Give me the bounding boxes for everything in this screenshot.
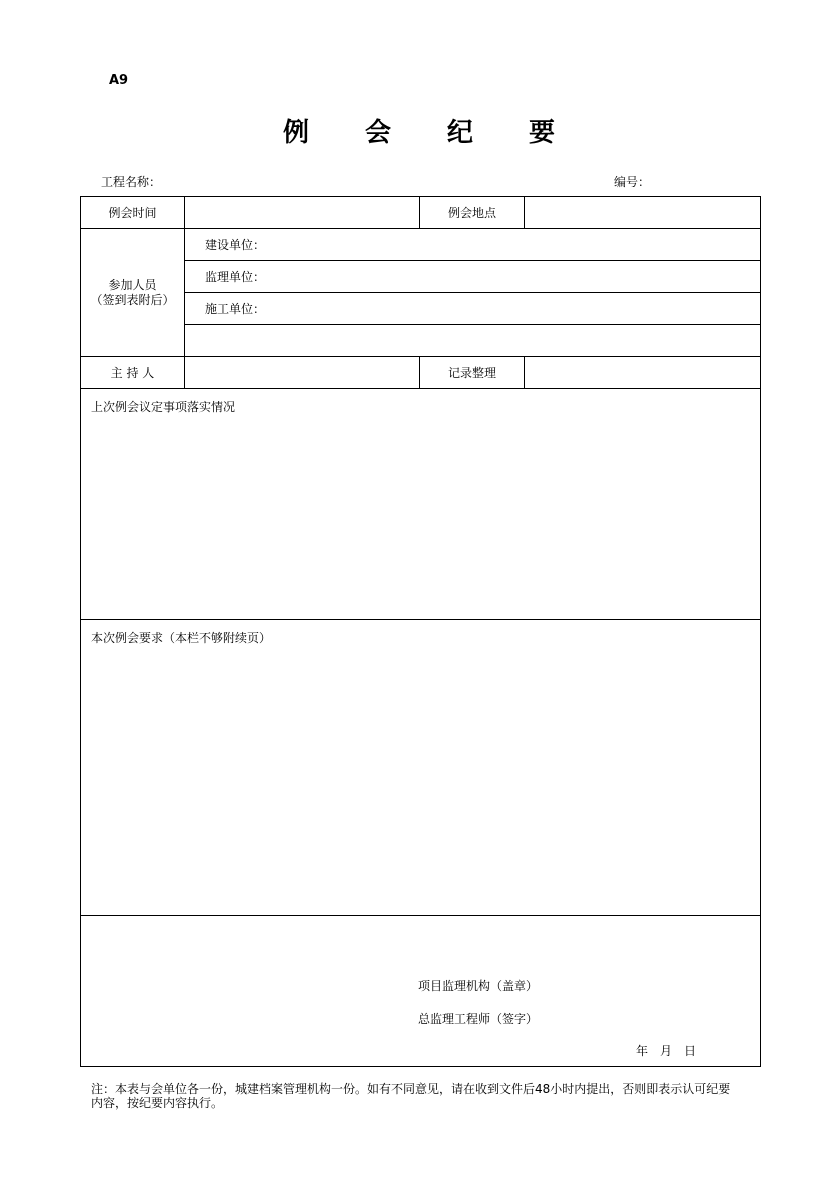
previous-items-label: 上次例会议定事项落实情况 (91, 400, 236, 414)
signature-row (81, 916, 761, 1067)
attendees-sublabel: （签到表附后） (90, 292, 175, 307)
number-label: 编号： (614, 175, 651, 189)
current-requirements-row (81, 620, 761, 916)
contractor-unit-field[interactable] (185, 293, 761, 325)
construction-unit-row (81, 229, 761, 261)
footnote: 注：本表与会单位各一份，城建档案管理机构一份。如有不同意见，请在收到文件后48小时内提出，否则即表示认可纪要内容，按纪要内容执行。 (91, 1082, 731, 1110)
seal-label: 项目监理机构（盖章） (418, 979, 539, 993)
attendees-label-cell (81, 229, 185, 357)
current-requirements-label: 本次例会要求（本栏不够附续页） (91, 631, 272, 645)
previous-items-row (81, 389, 761, 620)
current-requirements-field[interactable] (81, 620, 761, 916)
chief-engineer-label: 总监理工程师（签字） (418, 1012, 539, 1026)
supervision-unit-field[interactable] (185, 261, 761, 293)
meeting-time-row (81, 197, 761, 229)
host-label: 主 持 人 (81, 357, 185, 389)
meeting-place-field[interactable] (525, 197, 761, 229)
extra-attendee-field[interactable] (185, 325, 761, 357)
recorder-label: 记录整理 (420, 357, 525, 389)
supervision-unit-label: 监理单位： (205, 270, 266, 284)
meeting-time-field[interactable] (185, 197, 420, 229)
contractor-unit-label: 施工单位： (205, 302, 266, 316)
host-field[interactable] (185, 357, 420, 389)
signature-cell (81, 916, 761, 1067)
page-title: 例会纪要 (282, 118, 611, 148)
meeting-minutes-form (80, 196, 761, 1067)
recorder-field[interactable] (525, 357, 761, 389)
host-row (81, 357, 761, 389)
form-code: A9 (109, 73, 129, 88)
meeting-time-label: 例会时间 (81, 197, 185, 229)
date-label: 年 月 日 (636, 1044, 697, 1058)
construction-unit-field[interactable] (185, 229, 761, 261)
construction-unit-label: 建设单位： (205, 238, 266, 252)
attendees-label: 参加人员 (108, 277, 157, 292)
previous-items-field[interactable] (81, 389, 761, 620)
project-name-label: 工程名称： (101, 175, 162, 189)
meeting-place-label: 例会地点 (420, 197, 525, 229)
